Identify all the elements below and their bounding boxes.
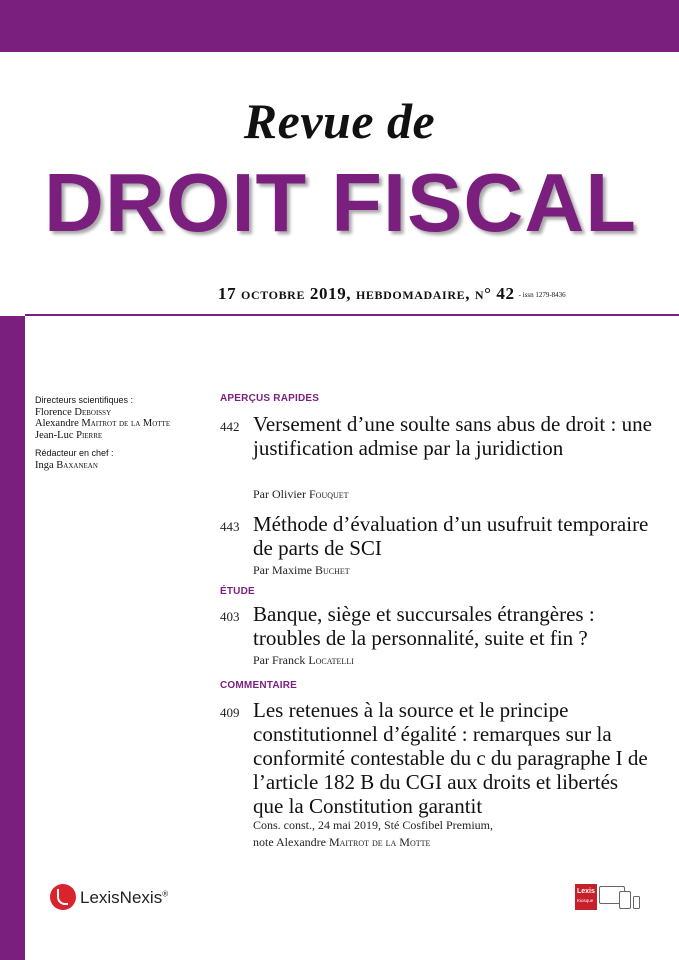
director-name: Jean-Luc Pierre [35,429,103,441]
tablet-icon [619,891,631,909]
journal-title-main: DROIT FISCAL [44,156,637,249]
section-commentaire: COMMENTAIRE [220,680,298,691]
article-note-line: Cons. const., 24 mai 2019, Sté Cosfibel Premium, [253,818,493,832]
issue-date-number: 17 octobre 2019, hebdomadaire, n° 42 [218,284,515,303]
directors-label: Directeurs scientifiques : [35,395,134,405]
publisher-name: LexisNexis [80,888,163,907]
article-number: 443 [220,519,240,534]
lexis-kiosque-icon: Lexis Kiosque [575,884,597,910]
article-number: 403 [220,609,240,624]
article-title: Versement d’une soulte sans abus de droit : une justification admise par la juridiction [253,412,652,460]
registered-mark: ® [162,889,169,899]
top-color-band [0,0,679,52]
article-author: Par Olivier Fouquet [253,487,349,501]
director-name: Alexandre Maitrot de la Motte [35,418,171,429]
section-apercus-rapides: APERÇUS RAPIDES [220,393,320,404]
editor-name: Inga Baxanean [35,459,98,471]
article-number: 442 [220,419,240,434]
editor-label: Rédacteur en chef : [35,448,114,458]
journal-title-top: Revue de [243,93,436,149]
lexisnexis-mark-icon [50,884,76,910]
masthead [35,395,215,471]
article-title: Les retenues à la source et le principe constitutionnel d’égalité : remarques sur la conformité contestable du c du paragraphe I de l’article 182 B du CGI aux droits et libertés que la Constitution garantit [253,698,648,818]
article-title: Méthode d’évaluation d’un usufruit temporaire de parts de SCI [253,512,649,560]
article-author: Par Maxime Buchet [253,563,350,577]
left-color-bar [0,316,25,960]
director-name: Florence Deboissy [35,406,112,418]
article-number: 409 [220,705,240,720]
issn: - issn 1279-8436 [518,291,566,300]
article-note-author: note Alexandre Maitrot de la Motte [253,835,431,849]
lexis-kiosque-badge [575,884,641,910]
header-divider [25,314,679,316]
issue-line [218,284,566,304]
phone-icon [633,896,640,909]
article-title: Banque, siège et succursales étrangères : troubles de la personnalité, suite et fin ? [253,602,595,650]
article-author: Par Franck Locatelli [253,653,354,667]
section-etude: ÉTUDE [220,586,255,597]
